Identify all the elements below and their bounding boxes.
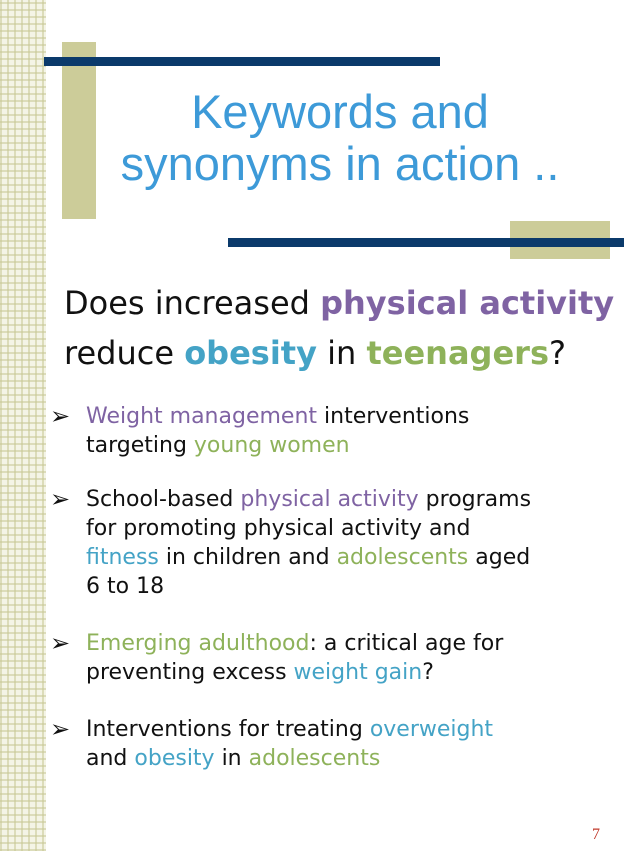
question-line-2 [64, 328, 634, 378]
item-text: in children and [158, 545, 337, 570]
checkered-side-pattern [0, 0, 46, 851]
keyword: adolescents [336, 545, 469, 570]
keyword-physical-activity: physical activity [320, 284, 615, 322]
arrow-bullet-icon: ➢ [50, 402, 71, 430]
keyword: obesity [134, 746, 215, 771]
arrow-bullet-icon: ➢ [50, 629, 71, 657]
navy-rule-bottom [228, 238, 624, 247]
item-text: and [86, 746, 135, 771]
question-line-1 [64, 278, 634, 328]
item-text: Interventions for treating [86, 717, 370, 742]
list-item [48, 485, 632, 601]
keyword-teenagers: teenagers [366, 334, 549, 372]
list-item [48, 402, 632, 460]
item-text: 6 to 18 [86, 574, 165, 599]
title-line-1: Keywords and [191, 85, 489, 138]
arrow-bullet-icon: ➢ [50, 715, 71, 743]
question-text: in [316, 334, 367, 372]
research-question [64, 278, 634, 378]
item-text: : a critical age for [309, 631, 504, 656]
item-text: ? [422, 660, 434, 685]
navy-rule-top [44, 57, 440, 66]
arrow-bullet-icon: ➢ [50, 485, 71, 513]
keyword: young women [193, 433, 350, 458]
synonym-examples-list [48, 402, 632, 801]
question-mark: ? [548, 334, 566, 372]
item-text: preventing excess [86, 660, 294, 685]
item-text: School-based [86, 487, 241, 512]
keyword: adolescents [248, 746, 381, 771]
item-text: programs [418, 487, 532, 512]
item-text: for promoting physical activity and [86, 516, 471, 541]
item-text: targeting [86, 433, 194, 458]
keyword: overweight [369, 717, 494, 742]
item-text: interventions [317, 404, 470, 429]
page-number: 7 [592, 826, 600, 843]
list-item [48, 629, 632, 687]
slide-title [100, 86, 580, 190]
olive-accent-block-top [62, 42, 96, 219]
title-line-2: synonyms in action .. [120, 137, 560, 190]
list-item [48, 715, 632, 773]
keyword-obesity: obesity [184, 334, 317, 372]
item-text: aged [468, 545, 531, 570]
keyword: Weight management [86, 404, 318, 429]
keyword: weight gain [293, 660, 423, 685]
item-text: in [214, 746, 249, 771]
keyword: fitness [86, 545, 159, 570]
question-text: reduce [64, 334, 185, 372]
question-text: Does increased [64, 284, 321, 322]
keyword: Emerging adulthood [86, 631, 310, 656]
keyword: physical activity [240, 487, 419, 512]
